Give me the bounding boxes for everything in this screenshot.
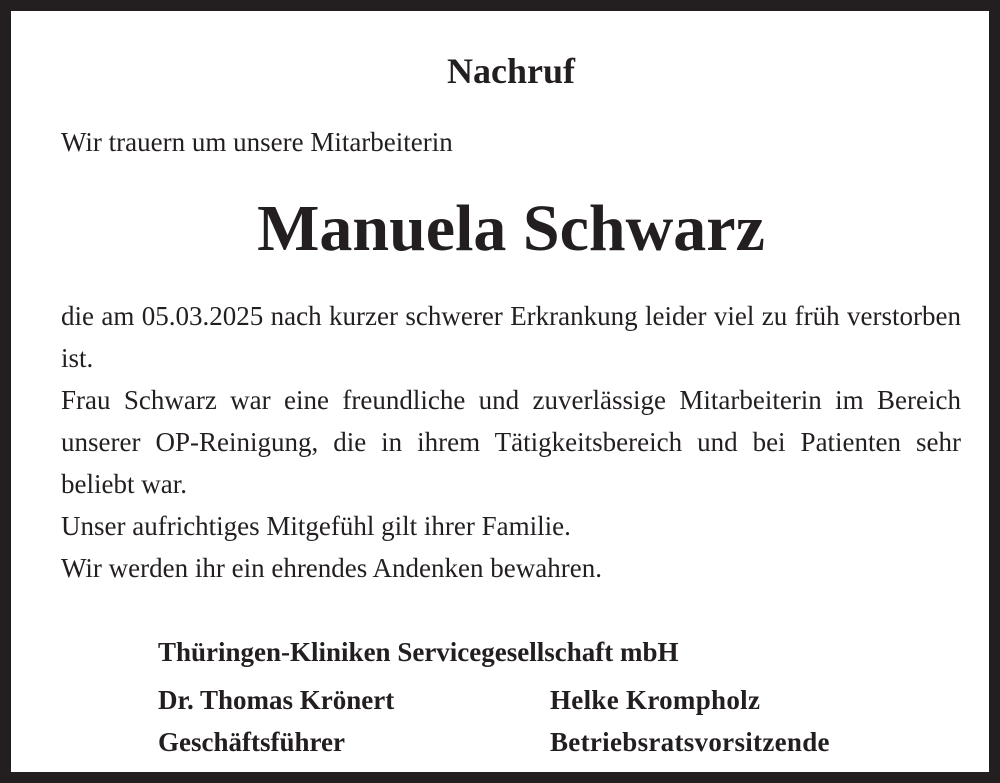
paragraph-condolence: Unser aufrichtiges Mitgefühl gilt ihrer Familie. — [61, 511, 571, 541]
signatory-name: Helke Krompholz — [550, 685, 761, 715]
signatory-role: Betriebsratsvorsitzende — [550, 727, 830, 757]
paragraph-remembrance: Wir werden ihr ein ehrendes Andenken bewahren. — [61, 553, 602, 583]
notice-title: Nachruf — [447, 51, 575, 91]
signatory-role: Geschäftsführer — [158, 727, 345, 757]
paragraph-death-notice: die am 05.03.2025 nach kurzer schwerer Erkrankung leider viel zu früh verstorben ist. — [61, 301, 961, 373]
signatory-name: Dr. Thomas Krönert — [158, 685, 395, 715]
intro-text: Wir trauern um unsere Mitarbeiterin — [61, 127, 453, 157]
signatory-right — [550, 679, 830, 763]
paragraph-tribute: Frau Schwarz war eine freundliche und zuverlässige Mitarbeiterin im Bereich unserer OP-Reinigung, die in ihrem Tätigkeitsbereich und bei Patienten sehr beliebt war. — [61, 385, 961, 499]
signatory-left — [158, 679, 394, 763]
deceased-name: Manuela Schwarz — [257, 192, 765, 265]
organization-name: Thüringen-Kliniken Servicegesellschaft mbH — [158, 637, 679, 667]
